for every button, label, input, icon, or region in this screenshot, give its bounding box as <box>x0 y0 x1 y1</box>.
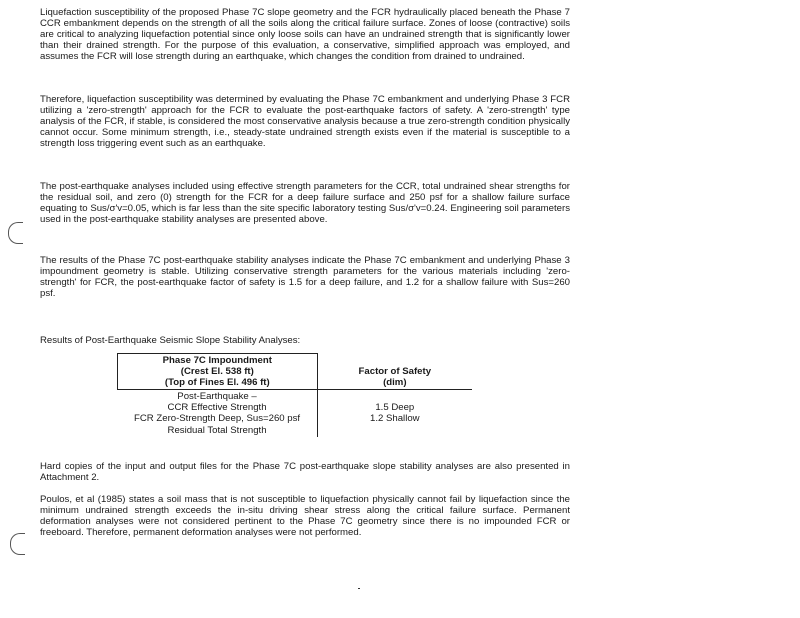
body-condition-line-1: Post-Earthquake – <box>177 391 257 403</box>
body-condition-line-4: Residual Total Strength <box>167 424 267 436</box>
paragraph-hard-copies: Hard copies of the input and output files for the Phase 7C post-earthquake slope stability analyses are also presented in Attachment 2. <box>40 461 570 484</box>
body-condition-line-2: CCR Effective Strength <box>167 402 267 414</box>
header-impoundment-line-1: Phase 7C Impoundment <box>162 355 272 366</box>
header-impoundment-line-2: (Crest El. 538 ft) <box>180 366 254 378</box>
paragraph-results: The results of the Phase 7C post-earthquake stability analyses indicate the Phase 7C embankment and underlying Phase 3 impoundment geometry is stable. Utilizing conservative strength parameters for the various materials including 'zero-strength' for FCR, the post-earthquake factor of safety is 1.5 for a deep failure, and 1.2 for a shallow failure with Sus=260 psf. <box>40 255 570 300</box>
margin-bracket-mark <box>8 222 23 244</box>
header-factor-line-1: Factor of Safety <box>358 365 432 377</box>
margin-bracket-mark <box>10 533 25 555</box>
body-condition-line-3: FCR Zero-Strength Deep, Sus=260 psf <box>133 413 301 425</box>
paragraph-liquefaction-susceptibility: Liquefaction susceptibility of the proposed Phase 7C slope geometry and the FCR hydraulically placed beneath the Phase 7 CCR embankment depends on the strength of all the soils along the critical failure surface. Zones of loose (contractive) soils are critical to analyzing liquefaction potential since only loose soils can have an undrained strength that is significantly lower than their drained strength. For the purpose of this evaluation, a conservative, simplified approach was employed, and assumes the FCR will lose strength during an earthquake, which changes the condition from drained to undrained. <box>40 7 570 63</box>
body-conditions-cell <box>118 390 318 437</box>
results-table <box>117 353 472 437</box>
header-factor-of-safety-cell <box>317 354 472 390</box>
header-impoundment-line-3: (Top of Fines El. 496 ft) <box>164 377 270 389</box>
factor-deep: 1.5 Deep <box>375 402 415 414</box>
paragraph-poulos-reference: Poulos, et al (1985) states a soil mass that is not susceptible to liquefaction physically cannot fail by liquefaction since the minimum undrained strength exceeds the in-situ driving shear stress along the critical failure surface. Permanent deformation analyses were not considered pertinent to the Phase 7C geometry since there is no impounded FCR or freeboard. Therefore, permanent deformation analyses were not performed. <box>40 494 570 539</box>
header-factor-line-2: (dim) <box>383 376 407 388</box>
table-caption: Results of Post-Earthquake Seismic Slope Stability Analyses: <box>40 335 301 346</box>
body-factor-cell <box>317 390 472 437</box>
header-impoundment-cell <box>118 354 318 390</box>
scan-speck <box>358 588 360 589</box>
factor-shallow: 1.2 Shallow <box>369 413 420 425</box>
table-body-row <box>118 390 473 437</box>
paragraph-post-earthquake-analyses: The post-earthquake analyses included using effective strength parameters for the CCR, total undrained shear strengths for the residual soil, and zero (0) strength for the FCR for a deep failure surface and 250 psf for a shallow failure surface equating to Sus/σ'v=0.05, which is far less than the site specific laboratory testing Sus/σ'v=0.24. Engineering soil parameters used in the post-earthquake stability analyses are presented above. <box>40 181 570 226</box>
paragraph-zero-strength-approach: Therefore, liquefaction susceptibility was determined by evaluating the Phase 7C embankment and underlying Phase 3 FCR utilizing a 'zero-strength' approach for the FCR to evaluate the post-earthquake factors of safety. A 'zero-strength' type analysis of the FCR, if stable, is considered the most conservative analysis because a true zero-strength condition physically cannot occur. Some minimum strength, i.e., steady-state undrained strength exists even if the material is susceptible to a strength loss triggering event such as an earthquake. <box>40 94 570 150</box>
table-header-row <box>118 354 473 390</box>
